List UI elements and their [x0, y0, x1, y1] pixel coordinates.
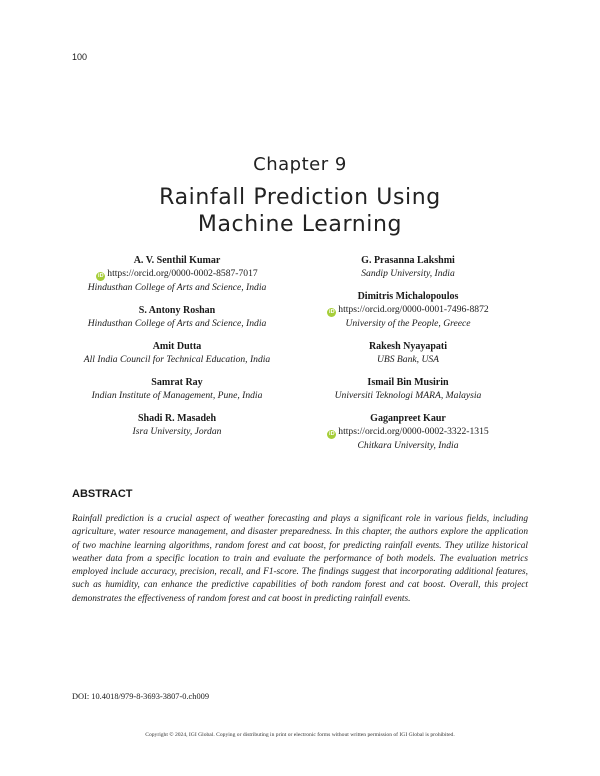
author-name: Gaganpreet Kaur: [370, 413, 446, 424]
author-name: G. Prasanna Lakshmi: [361, 255, 455, 266]
abstract-heading: ABSTRACT: [72, 488, 133, 500]
title-line-2: Machine Learning: [197, 212, 403, 237]
author-name: Dimitris Michalopoulos: [357, 291, 459, 302]
title-line-1: Rainfall Prediction Using: [159, 185, 441, 210]
authors-right-column: [258, 254, 558, 462]
author-affiliation: Chitkara University, India: [357, 440, 459, 451]
author-block: [258, 254, 558, 280]
author-name: Ismail Bin Musirin: [367, 377, 449, 388]
author-affiliation: Isra University, Jordan: [132, 426, 222, 437]
author-affiliation: Indian Institute of Management, Pune, India: [91, 390, 263, 401]
author-name: Amit Dutta: [152, 341, 202, 352]
page-number: 100: [72, 52, 88, 62]
copyright-notice: Copyright © 2024, IGI Global. Copying or distributing in print or electronic forms without written permission of IGI Global is prohibited.: [145, 732, 455, 738]
author-affiliation: Sandip University, India: [361, 268, 455, 279]
abstract-body: Rainfall prediction is a crucial aspect of weather forecasting and plays a significant role in various fields, including agriculture, water resource management, and disaster preparedness. In this chapter, the authors explore the application of two machine learning algorithms, random forest and cat boost, for predicting rainfall events. They utilize historical weather data from a specific location to train and evaluate the performance of both models. The evaluation metrics employed include accuracy, precision, recall, and F1-score. The findings suggest that incorporating additional features, such as humidity, can enhance the predictive capabilities of both random forest and cat boost. Overall, this project demonstrates the effectiveness of random forest and cat boost in predicting rainfall events.: [72, 514, 528, 604]
author-block: [258, 340, 558, 366]
doi: DOI: 10.4018/979-8-3693-3807-0.ch009: [72, 692, 210, 701]
author-affiliation: Universiti Teknologi MARA, Malaysia: [334, 390, 482, 401]
author-name: S. Antony Roshan: [138, 305, 216, 316]
chapter-label: Chapter 9: [253, 154, 347, 175]
author-name: Samrat Ray: [151, 377, 203, 388]
orcid-line: [258, 303, 558, 317]
author-affiliation: All India Council for Technical Education, India: [83, 354, 271, 365]
chapter-title: [0, 184, 600, 238]
author-block: [258, 376, 558, 402]
orcid-link[interactable]: https://orcid.org/0000-0002-3322-1315: [338, 426, 489, 437]
orcid-link[interactable]: https://orcid.org/0000-0002-8587-7017: [107, 268, 258, 279]
author-name: Shadi R. Masadeh: [137, 413, 217, 424]
author-name: Rakesh Nyayapati: [368, 341, 448, 352]
orcid-icon: iD: [329, 431, 335, 437]
orcid-link[interactable]: https://orcid.org/0000-0001-7496-8872: [338, 304, 489, 315]
orcid-line: [258, 425, 558, 439]
orcid-icon: iD: [98, 273, 104, 279]
author-block: [258, 412, 558, 452]
author-affiliation: University of the People, Greece: [345, 318, 471, 329]
author-affiliation: Hindusthan College of Arts and Science, India: [87, 282, 267, 293]
author-name: A. V. Senthil Kumar: [133, 255, 221, 266]
author-affiliation: UBS Bank, USA: [376, 354, 440, 365]
orcid-icon: iD: [329, 309, 335, 315]
author-block: [258, 290, 558, 330]
author-affiliation: Hindusthan College of Arts and Science, India: [87, 318, 267, 329]
